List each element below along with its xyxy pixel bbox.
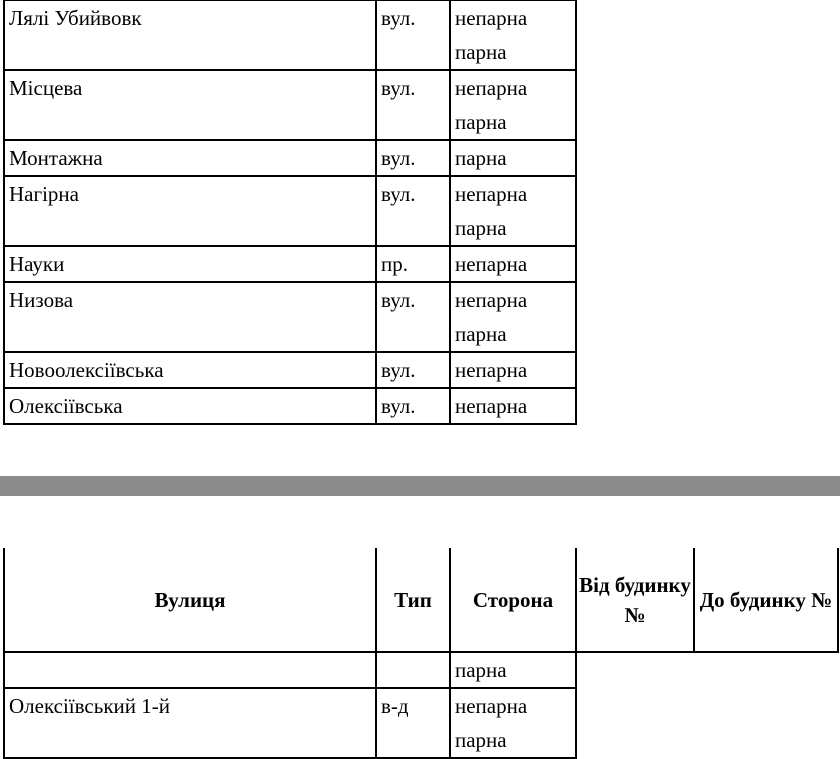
- side-value: непарна: [455, 394, 528, 418]
- side-value: парна: [455, 322, 507, 346]
- side-value: парна: [455, 40, 507, 64]
- street-cell-text: Монтажна: [9, 146, 103, 170]
- table-row: [4, 246, 576, 282]
- street-cell-text: Нагірна: [9, 182, 79, 206]
- side-cell: [450, 246, 576, 282]
- empty-cell: [694, 652, 838, 688]
- table-row: [4, 282, 576, 352]
- header-street: Вулиця: [4, 548, 376, 652]
- street-cell: [4, 688, 376, 758]
- header-to-house: До будинку №: [694, 548, 838, 652]
- side-value: непарна: [455, 6, 528, 30]
- table-header-row: [4, 548, 838, 652]
- type-cell: [376, 140, 450, 176]
- street-cell: [4, 70, 376, 140]
- type-cell-text: вул.: [381, 6, 416, 30]
- table-row: [4, 688, 838, 758]
- street-cell-text: Місцева: [9, 76, 83, 100]
- type-cell-text: вул.: [381, 288, 416, 312]
- side-cell: [450, 0, 576, 70]
- table-row: [4, 352, 576, 388]
- table-row: [4, 388, 576, 424]
- side-value: непарна: [455, 182, 528, 206]
- street-cell-text: Науки: [9, 252, 65, 276]
- table-row: [4, 652, 838, 688]
- type-cell: [376, 388, 450, 424]
- street-cell: [4, 352, 376, 388]
- street-cell: [4, 176, 376, 246]
- street-cell-text: Олексіївська: [9, 394, 123, 418]
- street-table-top: [3, 0, 577, 425]
- side-cell: [450, 652, 576, 688]
- side-cell: [450, 688, 576, 758]
- table-row: [4, 0, 576, 70]
- type-cell-text: вул.: [381, 394, 416, 418]
- type-cell: [376, 0, 450, 70]
- side-value: непарна: [455, 694, 528, 718]
- header-type: Тип: [376, 548, 450, 652]
- type-cell: [376, 688, 450, 758]
- type-cell: [376, 70, 450, 140]
- street-cell-text: Новоолексіївська: [9, 358, 164, 382]
- empty-cell: [576, 688, 694, 758]
- street-cell: [4, 246, 376, 282]
- type-cell-text: вул.: [381, 146, 416, 170]
- type-cell-text: вул.: [381, 182, 416, 206]
- header-from-house: Від будинку №: [576, 548, 694, 652]
- side-value: непарна: [455, 76, 528, 100]
- type-cell-text: пр.: [381, 252, 408, 276]
- side-cell: [450, 176, 576, 246]
- side-cell: [450, 140, 576, 176]
- street-cell-text: Олексіївський 1-й: [9, 694, 170, 718]
- type-cell: [376, 282, 450, 352]
- street-table-bottom: [3, 548, 839, 759]
- side-cell: [450, 352, 576, 388]
- street-cell: [4, 140, 376, 176]
- type-cell: [376, 352, 450, 388]
- side-value: парна: [455, 658, 507, 682]
- side-value: непарна: [455, 358, 528, 382]
- type-cell-text: в-д: [381, 694, 409, 718]
- type-cell-text: вул.: [381, 358, 416, 382]
- empty-cell: [694, 688, 838, 758]
- type-cell: [376, 246, 450, 282]
- street-cell-text: Лялі Убийвовк: [9, 6, 142, 30]
- street-cell: [4, 282, 376, 352]
- header-side: Сторона: [450, 548, 576, 652]
- side-value: непарна: [455, 252, 528, 276]
- street-cell: [4, 652, 376, 688]
- table-row: [4, 140, 576, 176]
- street-cell: [4, 388, 376, 424]
- side-value: парна: [455, 110, 507, 134]
- side-cell: [450, 282, 576, 352]
- type-cell-text: вул.: [381, 76, 416, 100]
- street-cell: [4, 0, 376, 70]
- type-cell: [376, 176, 450, 246]
- type-cell: [376, 652, 450, 688]
- side-cell: [450, 70, 576, 140]
- page-separator: [0, 476, 840, 496]
- side-cell: [450, 388, 576, 424]
- side-value: непарна: [455, 288, 528, 312]
- side-value: парна: [455, 216, 507, 240]
- side-value: парна: [455, 728, 507, 752]
- empty-cell: [576, 652, 694, 688]
- table-row: [4, 70, 576, 140]
- side-value: парна: [455, 146, 507, 170]
- table-row: [4, 176, 576, 246]
- street-cell-text: Низова: [9, 288, 74, 312]
